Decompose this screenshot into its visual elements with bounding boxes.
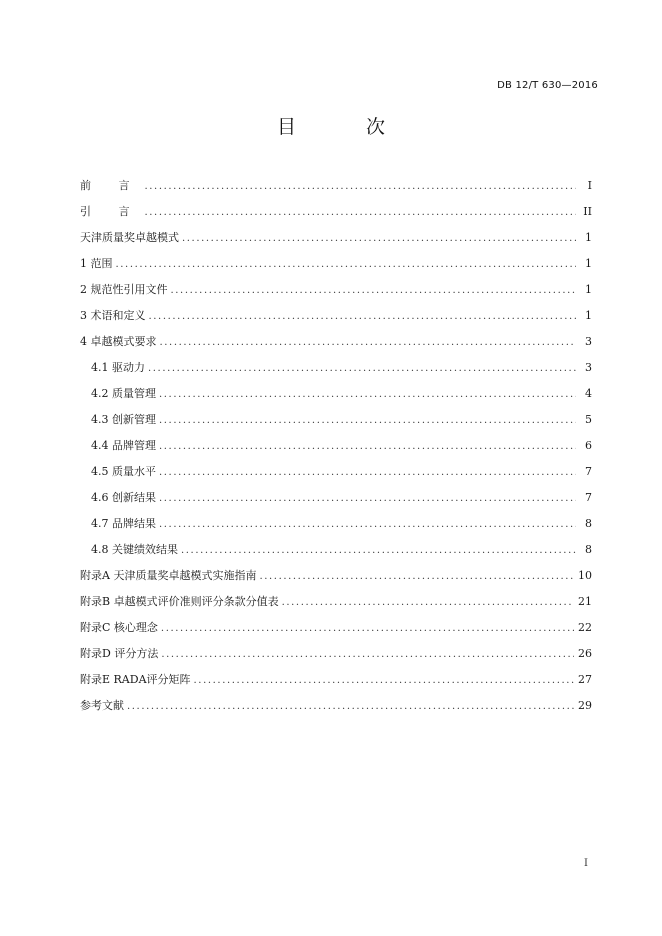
toc-dot-leader (161, 616, 574, 641)
toc-entry-page: 29 (578, 699, 592, 712)
toc-dot-leader (127, 694, 574, 719)
toc-entry-label: 4.8 关键绩效结果 (91, 543, 178, 556)
toc-entry-page: 1 (585, 231, 592, 244)
toc-entry[interactable] (80, 277, 592, 303)
toc-dot-leader (145, 174, 577, 199)
toc-entry-page: 7 (585, 491, 592, 504)
toc-entry[interactable] (80, 537, 592, 563)
toc-entry-label: 4.5 质量水平 (91, 465, 156, 478)
toc-entry[interactable] (80, 667, 592, 693)
toc-entry-label: 4 卓越模式要求 (80, 335, 157, 348)
toc-entry[interactable] (80, 303, 592, 329)
toc-dot-leader (159, 460, 576, 485)
toc-entry-label: 4.4 品牌管理 (91, 439, 156, 452)
toc-entry[interactable] (80, 641, 592, 667)
toc-entry-page: 1 (585, 309, 592, 322)
toc-entry-page: 6 (585, 439, 592, 452)
toc-dot-leader (159, 408, 576, 433)
toc-dot-leader (259, 564, 574, 589)
toc-entry[interactable] (80, 511, 592, 537)
toc-entry-label: 附录B 卓越模式评价准则评分条款分值表 (80, 595, 279, 608)
toc-entry[interactable] (80, 173, 592, 199)
toc-entry[interactable] (80, 563, 592, 589)
toc-entry-page: 3 (585, 361, 592, 374)
toc-entry-label: 引 言 (80, 205, 142, 218)
toc-entry-page: 7 (585, 465, 592, 478)
toc-entry-label: 附录A 天津质量奖卓越模式实施指南 (80, 569, 257, 582)
toc-entry[interactable] (80, 407, 592, 433)
toc-entry[interactable] (80, 485, 592, 511)
toc-entry-page: 22 (578, 621, 592, 634)
toc-dot-leader (159, 382, 576, 407)
toc-entry-page: 1 (585, 257, 592, 270)
page-number: I (584, 858, 588, 869)
document-code: DB 12/T 630—2016 (497, 80, 598, 91)
toc-entry-label: 4.1 驱动力 (91, 361, 145, 374)
toc-entry[interactable] (80, 693, 592, 719)
toc-entry-page: 27 (578, 673, 592, 686)
toc-dot-leader (160, 330, 577, 355)
toc-entry-label: 2 规范性引用文件 (80, 283, 168, 296)
table-of-contents (80, 173, 592, 719)
toc-entry-label: 附录C 核心理念 (80, 621, 158, 634)
toc-entry-label: 1 范围 (80, 257, 113, 270)
toc-entry-label: 附录D 评分方法 (80, 647, 159, 660)
toc-entry-page: 4 (585, 387, 592, 400)
toc-dot-leader (149, 304, 577, 329)
toc-entry-page: 10 (578, 569, 592, 582)
toc-entry-page: 21 (578, 595, 592, 608)
toc-entry-page: 1 (585, 283, 592, 296)
toc-dot-leader (116, 252, 577, 277)
toc-dot-leader (159, 434, 576, 459)
toc-entry[interactable] (80, 329, 592, 355)
toc-dot-leader (159, 486, 576, 511)
toc-entry[interactable] (80, 251, 592, 277)
toc-dot-leader (182, 226, 576, 251)
toc-entry-page: 26 (578, 647, 592, 660)
toc-entry-page: 8 (585, 543, 592, 556)
toc-dot-leader (181, 538, 576, 563)
toc-entry-page: II (583, 205, 592, 218)
toc-entry-label: 4.7 品牌结果 (91, 517, 156, 530)
toc-dot-leader (161, 642, 574, 667)
toc-dot-leader (148, 356, 576, 381)
toc-entry-label: 4.3 创新管理 (91, 413, 156, 426)
toc-entry-page: 5 (585, 413, 592, 426)
page-title: 目 次 (276, 116, 418, 138)
toc-entry[interactable] (80, 381, 592, 407)
toc-entry-label: 天津质量奖卓越模式 (80, 231, 179, 244)
toc-entry-page: I (587, 179, 592, 192)
toc-entry[interactable] (80, 589, 592, 615)
toc-dot-leader (159, 512, 576, 537)
toc-entry[interactable] (80, 225, 592, 251)
toc-entry-label: 3 术语和定义 (80, 309, 146, 322)
toc-dot-leader (145, 200, 577, 225)
toc-entry-page: 3 (585, 335, 592, 348)
toc-entry[interactable] (80, 615, 592, 641)
toc-dot-leader (171, 278, 577, 303)
toc-entry[interactable] (80, 433, 592, 459)
toc-entry-label: 4.2 质量管理 (91, 387, 156, 400)
toc-entry[interactable] (80, 459, 592, 485)
toc-entry-label: 前 言 (80, 179, 142, 192)
toc-entry-label: 参考文献 (80, 699, 124, 712)
toc-entry-page: 8 (585, 517, 592, 530)
toc-entry-label: 附录E RADA评分矩阵 (80, 673, 191, 686)
toc-entry[interactable] (80, 355, 592, 381)
toc-entry-label: 4.6 创新结果 (91, 491, 156, 504)
toc-entry[interactable] (80, 199, 592, 225)
toc-dot-leader (282, 590, 574, 615)
toc-dot-leader (194, 668, 574, 693)
